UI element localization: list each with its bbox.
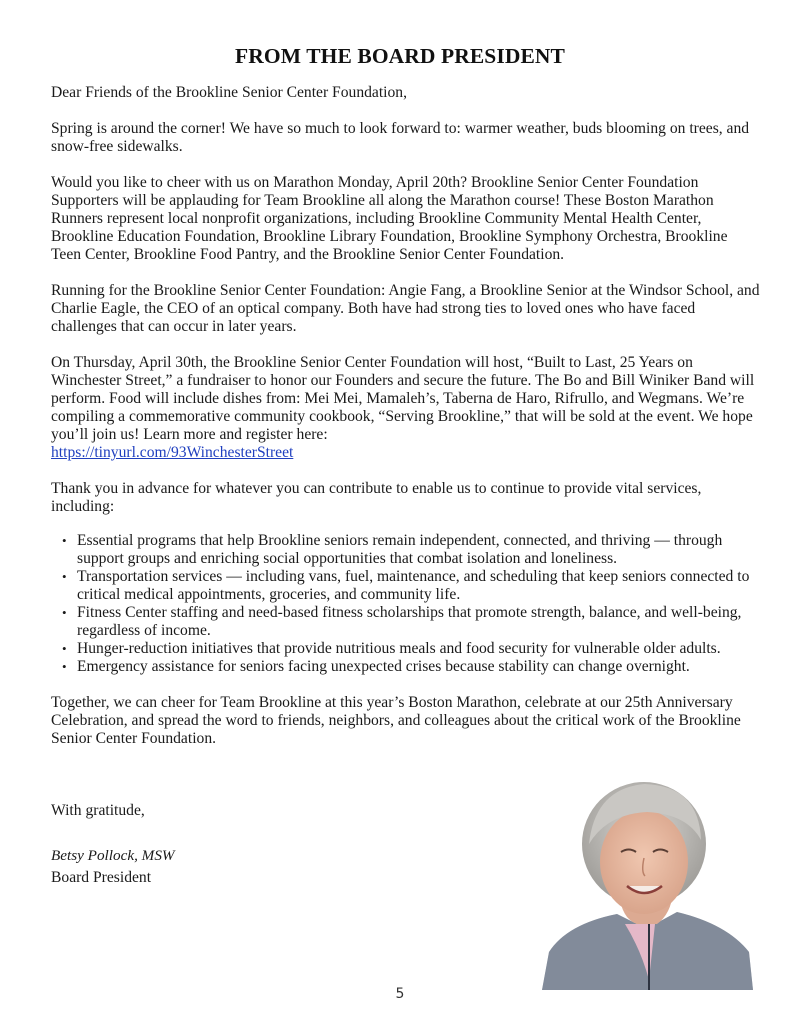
list-item: • Emergency assistance for seniors facing unexpected crises because stability can change overnight. [77,658,761,676]
letter-body [51,84,761,766]
paragraph-spring: Spring is around the corner! We have so much to look forward to: warmer weather, buds blooming on trees, and snow-free sidewalks. [51,120,750,155]
paragraph-marathon: Would you like to cheer with us on Marathon Monday, April 20th? Brookline Senior Center Foundation Supporters will be applauding for Team Brookline all along the Marathon course! These Boston Marathon Runners represent local nonprofit organizations, including Brookline Community Mental Health Center, Brookline Education Foundation, Brookline Library Foundation, Brookline Symphony Orchestra, Brookline Teen Center, Brookline Food Pantry, and the Brookline Senior Center Foundation. [51,174,728,263]
paragraph-event [51,354,761,462]
signature-title: Board President [51,869,152,886]
salutation: Dear Friends of the Brookline Senior Center Foundation, [51,84,407,101]
event-text: On Thursday, April 30th, the Brookline Senior Center Foundation will host, “Built to Last, 25 Years on Winchester Street,” a fundraiser to honor our Founders and secure the future. The Bo and Bill Winiker Band will perform. Food will include dishes from: Mei Mei, Mamaleh’s, Taberna de Haro, Rifrullo, and Wegmans. We’re compiling a commemorative community cookbook, “Serving Brookline,” that will be sold at the event. We hope you’ll join us! Learn more and register here: [51,354,755,443]
closing: With gratitude, [51,802,145,819]
page-number: 5 [395,986,405,1002]
paragraph-conclusion: Together, we can cheer for Team Brookline at this year’s Boston Marathon, celebrate at our 25th Anniversary Celebration, and spread the word to friends, neighbors, and colleagues about the critical work of the Brookline Senior Center Foundation. [51,694,741,747]
president-portrait-photo [537,774,755,990]
signature-name: Betsy Pollock, MSW [51,847,175,864]
list-item: • Transportation services — including vans, fuel, maintenance, and scheduling that keep seniors connected to critical medical appointments, groceries, and community life. [77,568,761,604]
paragraph-runners: Running for the Brookline Senior Center Foundation: Angie Fang, a Brookline Senior at the Windsor School, and Charlie Eagle, the CEO of an optical company. Both have had strong ties to loved ones who have faced challenges that can occur in later years. [51,282,760,335]
list-item: • Hunger-reduction initiatives that provide nutritious meals and food security for vulnerable older adults. [77,640,761,658]
event-registration-link[interactable]: https://tinyurl.com/93WinchesterStreet [51,444,294,461]
list-item: • Essential programs that help Brookline seniors remain independent, connected, and thriving — through support groups and enriching social opportunities that combat isolation and loneliness. [77,532,761,568]
paragraph-services-intro: Thank you in advance for whatever you can contribute to enable us to continue to provide vital services, including: [51,480,702,515]
services-list [51,532,761,676]
page-title: FROM THE BOARD PRESIDENT [235,44,565,68]
list-item: • Fitness Center staffing and need-based fitness scholarships that promote strength, balance, and well-being, regardless of income. [77,604,761,640]
